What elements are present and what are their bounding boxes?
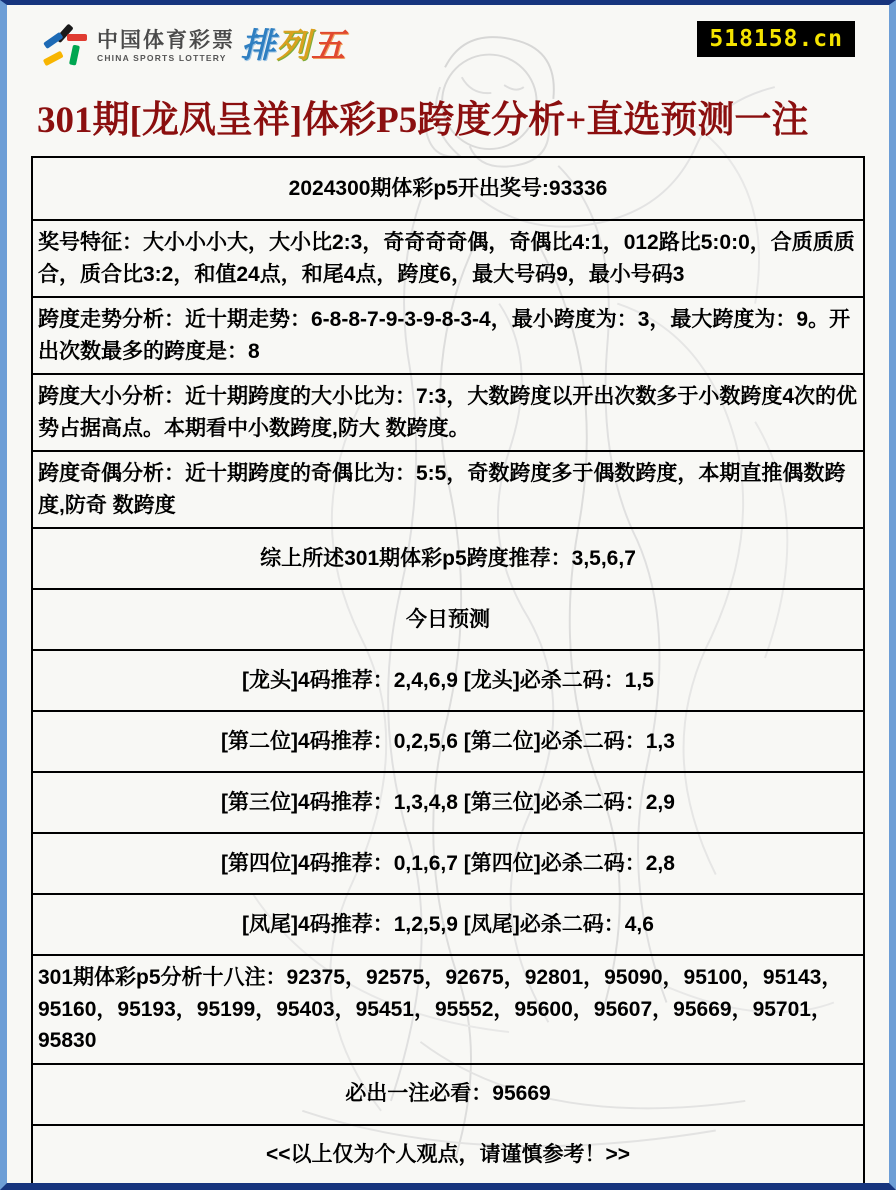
- table-row: [33, 373, 863, 450]
- product-char: 排: [241, 27, 276, 65]
- table-row-text: [第三位]4码推荐：1,3,4,8 [第三位]必杀二码：2,9: [221, 790, 675, 814]
- product-char: 列: [276, 27, 311, 65]
- table-row: [33, 296, 863, 373]
- table-row-text: <<以上仅为个人观点，请谨慎参考！>>: [265, 1143, 631, 1167]
- table-row: [33, 219, 863, 296]
- table-row: [33, 832, 863, 893]
- table-row-text: 跨度走势分析：近十期走势：6-8-8-7-9-3-9-8-3-4，最小跨度为：3，最大跨度为：9。开出次数最多的跨度是：8: [38, 308, 851, 363]
- table-row-text: 跨度大小分析：近十期跨度的大小比为：7:3，大数跨度以开出次数多于小数跨度4次的优势占据高点。本期看中小数跨度,防大 数跨度。: [38, 385, 858, 440]
- site-url-badge: 518158.cn: [697, 21, 855, 57]
- table-row: [33, 1124, 863, 1185]
- table-row: [33, 1063, 863, 1124]
- table-row-text: 跨度奇偶分析：近十期跨度的奇偶比为：5:5，奇数跨度多于偶数跨度，本期直推偶数跨度,防奇 数跨度: [38, 462, 846, 517]
- table-row: [33, 649, 863, 710]
- table-row-text: 2024300期体彩p5开出奖号:93336: [288, 176, 608, 200]
- product-name-pailiewu: [241, 21, 346, 71]
- table-row: [33, 158, 863, 219]
- table-row-text: 综上所述301期体彩p5跨度推荐：3,5,6,7: [260, 546, 636, 570]
- brand-name-en: CHINA SPORTS LOTTERY: [97, 52, 227, 63]
- table-row-text: 301期体彩p5分析十八注：92375，92575，92675，92801，95090，95100，95143，95160，95193，95199，95403，95451，95552，95600，95607，95669，95701，95830: [38, 966, 843, 1052]
- table-row-text: [龙头]4码推荐：2,4,6,9 [龙头]必杀二码：1,5: [242, 668, 654, 692]
- table-row: [33, 588, 863, 649]
- lottery-logo-icon: [37, 21, 89, 71]
- table-row: [33, 954, 863, 1063]
- china-sports-lottery-logo: [37, 21, 346, 71]
- table-row-text: 今日预测: [406, 607, 490, 631]
- table-row: [33, 771, 863, 832]
- table-row-text: 必出一注必看：95669: [345, 1082, 551, 1106]
- table-row-text: [凤尾]4码推荐：1,2,5,9 [凤尾]必杀二码：4,6: [242, 912, 654, 936]
- page-title: 301期[龙凤呈祥]体彩P5跨度分析+直选预测一注: [37, 100, 809, 141]
- table-row-text: 奖号特征：大小小小大，大小比2:3，奇奇奇奇偶，奇偶比4:1，012路比5:0:0，合质质质合，质合比3:2，和值24点，和尾4点，跨度6，最大号码9，最小号码3: [38, 231, 855, 286]
- brand-name-cn: 中国体育彩票: [97, 28, 235, 52]
- table-row: [33, 450, 863, 527]
- table-row-text: [第二位]4码推荐：0,2,5,6 [第二位]必杀二码：1,3: [221, 729, 675, 753]
- brand-text: [97, 30, 235, 63]
- prediction-table: [31, 156, 865, 1187]
- table-row: [33, 710, 863, 771]
- header: [31, 19, 865, 79]
- table-row: [33, 527, 863, 588]
- product-char: 五: [311, 27, 346, 65]
- table-row-text: [第四位]4码推荐：0,1,6,7 [第四位]必杀二码：2,8: [221, 851, 675, 875]
- table-row: [33, 893, 863, 954]
